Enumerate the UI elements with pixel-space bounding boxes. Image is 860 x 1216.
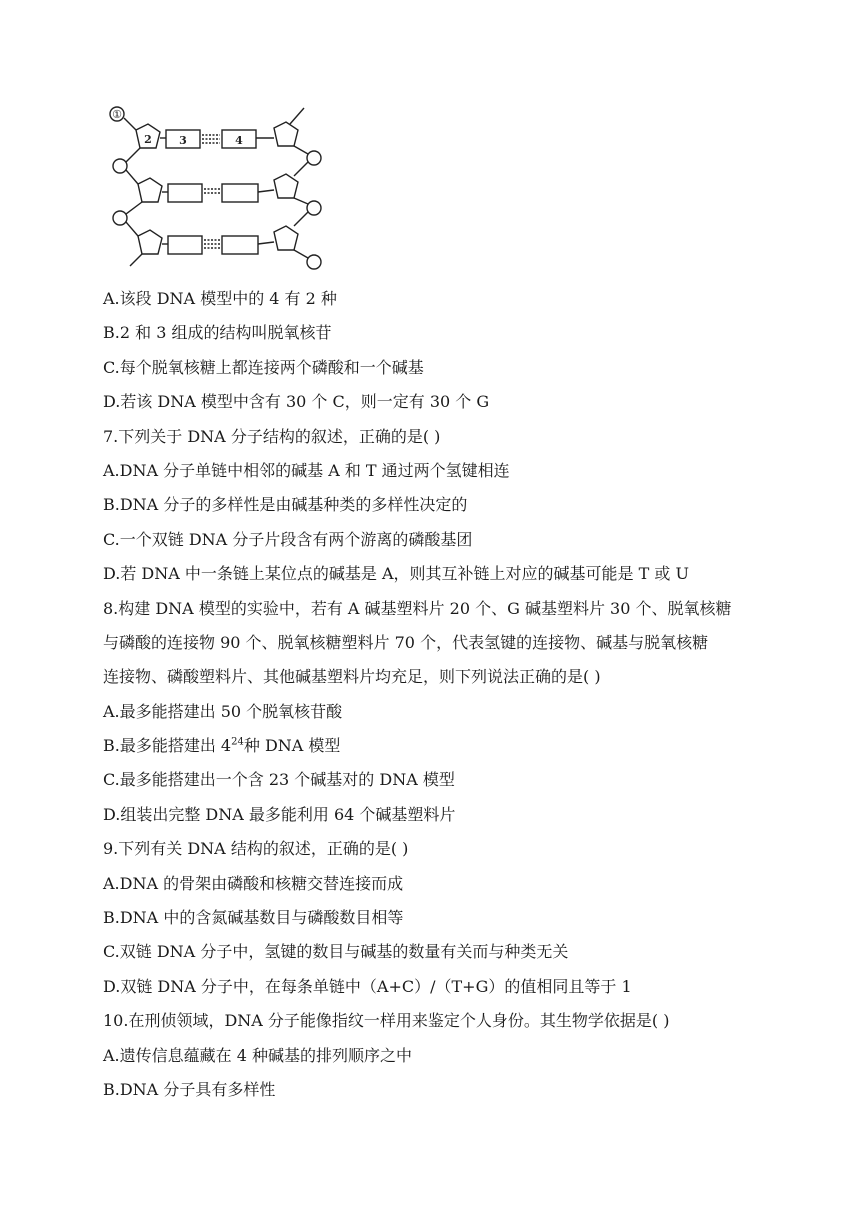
q6-option-b: B.2 和 3 组成的结构叫脱氧核苷 <box>103 323 332 343</box>
base-pair-2 <box>162 184 274 202</box>
q7-option-c: C.一个双链 DNA 分子片段含有两个游离的磷酸基团 <box>103 529 473 549</box>
q7-option-d: D.若 DNA 中一条链上某位点的碱基是 A，则其互补链上对应的碱基可能是 T 或 U <box>103 564 689 584</box>
q6-option-d: D.若该 DNA 模型中含有 30 个 C，则一定有 30 个 G <box>103 392 490 412</box>
q8-option-c: C.最多能搭建出一个含 23 个碱基对的 DNA 模型 <box>103 770 455 790</box>
q7-option-b: B.DNA 分子的多样性是由碱基种类的多样性决定的 <box>103 495 468 515</box>
q10-option-b: B.DNA 分子具有多样性 <box>103 1079 276 1099</box>
q8-stem-line-1: 8.构建 DNA 模型的实验中，若有 A 碱基塑料片 20 个、G 碱基塑料片 30 个、脱氧核糖 <box>103 598 732 618</box>
q8-option-b-exponent: 24 <box>231 736 244 748</box>
q9-option-b: B.DNA 中的含氮碱基数目与磷酸数目相等 <box>103 908 404 928</box>
q7-stem: 7.下列关于 DNA 分子结构的叙述，正确的是( ) <box>103 426 441 446</box>
q9-option-d: D.双链 DNA 分子中，在每条单链中（A+C）/（T+G）的值相同且等于 1 <box>103 976 632 996</box>
label-base-left: 3 <box>179 134 187 147</box>
base-pair-3 <box>162 236 274 254</box>
q8-option-b-suffix: 种 DNA 模型 <box>243 736 341 756</box>
left-backbone <box>110 107 162 266</box>
q6-option-a: A.该段 DNA 模型中的 4 有 2 种 <box>103 289 337 308</box>
label-sugar: 2 <box>144 133 152 146</box>
right-backbone <box>274 108 321 269</box>
q8-stem-line-2: 与磷酸的连接物 90 个、脱氧核糖塑料片 70 个，代表氢键的连接物、碱基与脱氧核糖 <box>103 632 709 652</box>
q8-option-b <box>103 729 803 763</box>
q9-option-c: C.双链 DNA 分子中，氢键的数目与碱基的数量有关而与种类无关 <box>103 942 569 962</box>
q8-option-a: A.最多能搭建出 50 个脱氧核苷酸 <box>103 701 343 721</box>
label-phosphate: ① <box>112 108 122 121</box>
label-base-right: 4 <box>235 134 243 147</box>
q7-option-a: A.DNA 分子单链中相邻的碱基 A 和 T 通过两个氢键相连 <box>103 460 510 480</box>
base-pair-1 <box>160 130 274 148</box>
q6-option-c: C.每个脱氧核糖上都连接两个磷酸和一个碱基 <box>103 357 424 377</box>
q9-stem: 9.下列有关 DNA 结构的叙述，正确的是( ) <box>103 839 409 859</box>
q8-option-d: D.组装出完整 DNA 最多能利用 64 个碱基塑料片 <box>103 804 456 824</box>
dna-structure-diagram <box>104 100 334 272</box>
q10-option-a: A.遗传信息蕴藏在 4 种碱基的排列顺序之中 <box>103 1045 412 1065</box>
q8-stem-line-3: 连接物、磷酸塑料片、其他碱基塑料片均充足，则下列说法正确的是( ) <box>103 667 601 687</box>
q8-option-b-prefix: B.最多能搭建出 4 <box>103 736 232 756</box>
question-text <box>103 282 803 1107</box>
q10-stem: 10.在刑侦领域，DNA 分子能像指纹一样用来鉴定个人身份。其生物学依据是( ) <box>103 1011 670 1031</box>
q9-option-a: A.DNA 的骨架由磷酸和核糖交替连接而成 <box>103 873 404 893</box>
